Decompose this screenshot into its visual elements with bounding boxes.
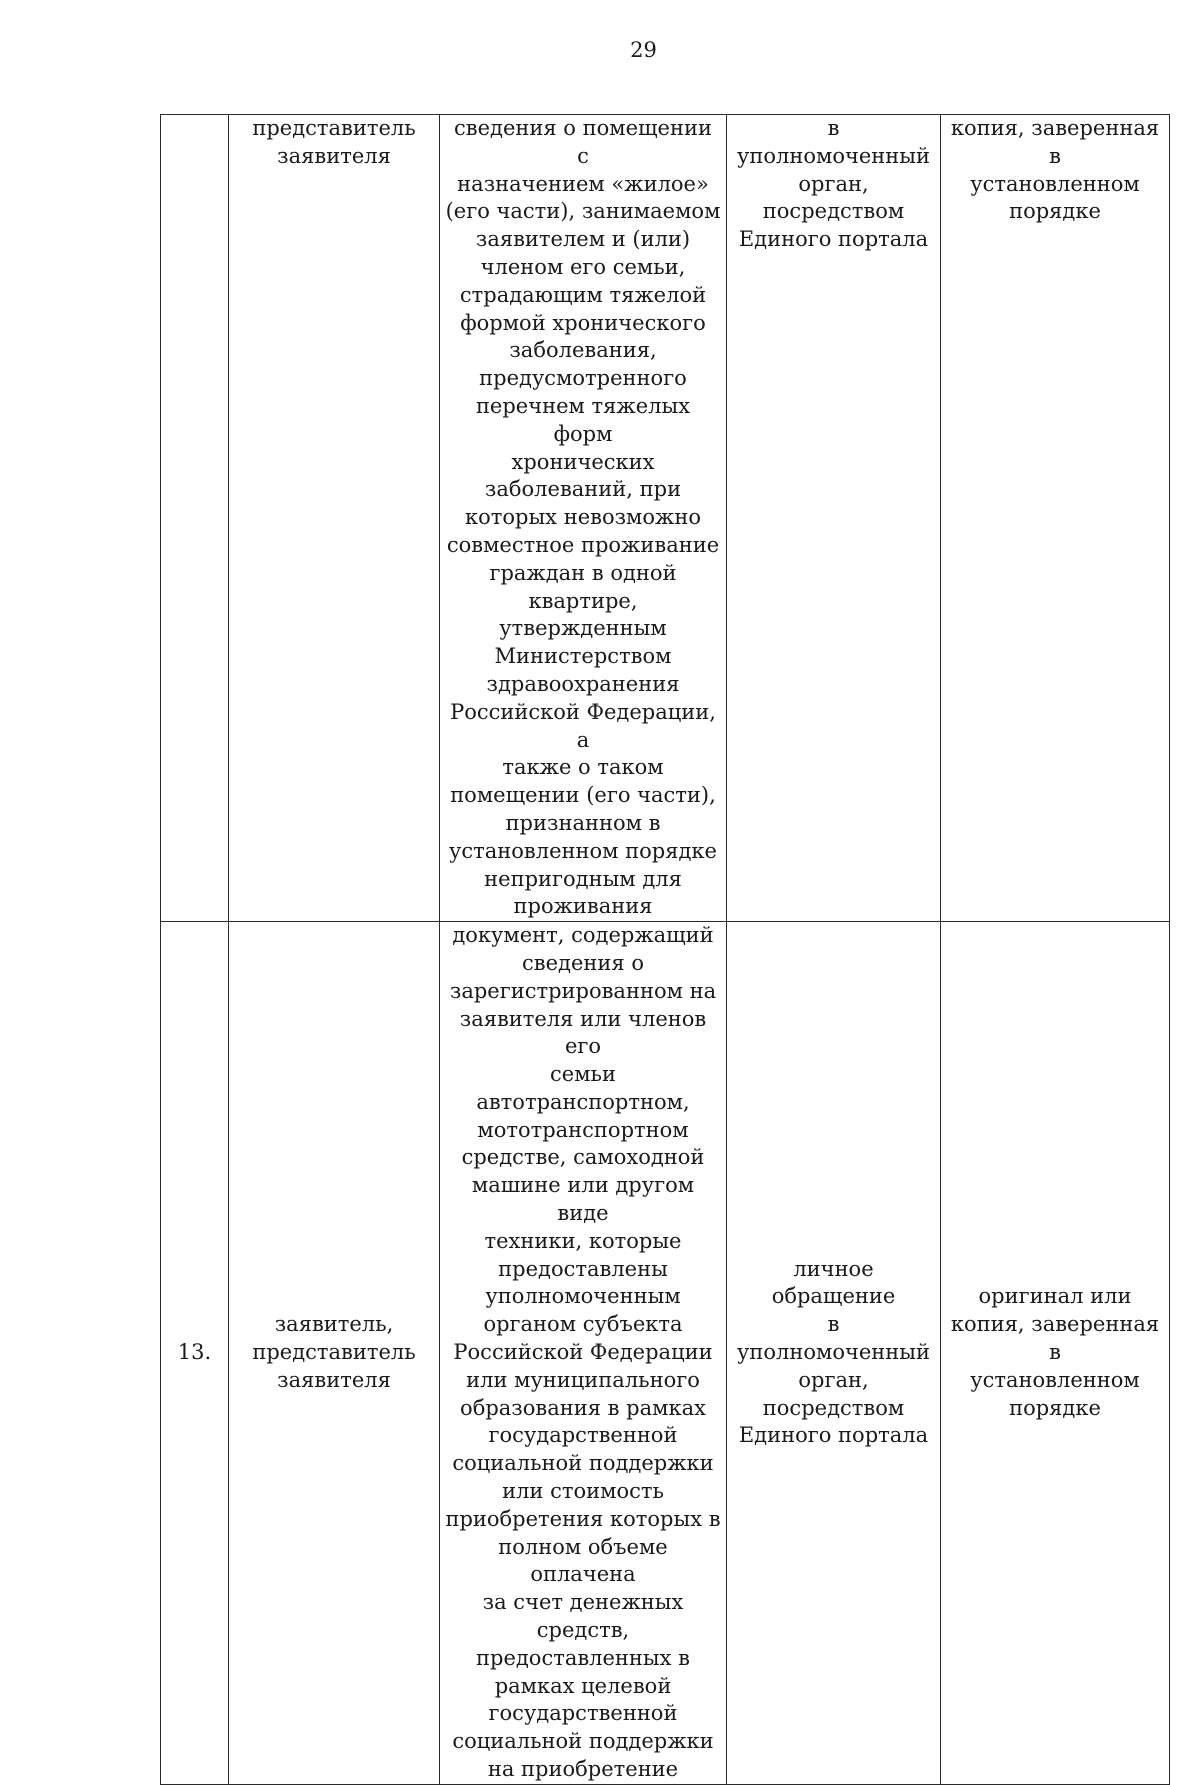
row-number-cell: 13. [161, 922, 229, 1785]
document-description-cell: документ, содержащий сведения о зарегистрированном на заявителя или членов его семьи автотранспортном, мототранспортном средстве, самоходной машине или другом виде техники, которые предоставлены уполномоченным органом субъекта Российской Федерации или муниципального образования в рамках государственной социальной поддержки или стоимость приобретения которых в полном объеме оплачена за счет денежных средств, предоставленных в рамках целевой государственной социальной поддержки на приобретение [440, 922, 727, 1785]
row-number-cell [161, 115, 229, 922]
document-form-cell: оригинал или копия, заверенная в установленном порядке [941, 922, 1170, 1785]
submission-method-cell: в уполномоченный орган, посредством Единого портала [727, 115, 941, 922]
applicant-cell: заявитель, представитель заявителя [229, 922, 440, 1785]
document-form-cell: копия, заверенная в установленном порядке [941, 115, 1170, 922]
applicant-cell: представитель заявителя [229, 115, 440, 922]
document-description-cell: сведения о помещении с назначением «жилое» (его части), занимаемом заявителем и (или) членом его семьи, страдающим тяжелой формой хронического заболевания, предусмотренного перечнем тяжелых форм хронических заболеваний, при которых невозможно совместное проживание граждан в одной квартире, утвержденным Министерством здравоохранения Российской Федерации, а также о таком помещении (его части), признанном в установленном порядке непригодным для проживания [440, 115, 727, 922]
submission-method-cell: личное обращение в уполномоченный орган, посредством Единого портала [727, 922, 941, 1785]
page-number: 29 [630, 38, 657, 62]
table-row [161, 115, 1170, 922]
documents-table [160, 114, 1170, 1785]
table-row [161, 922, 1170, 1785]
